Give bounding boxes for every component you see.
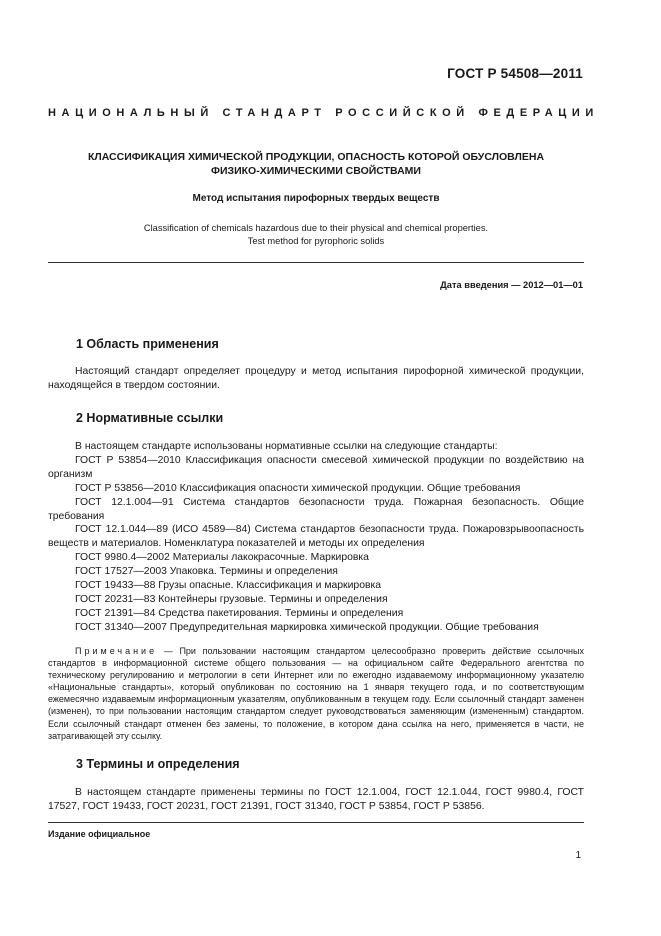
note-block [48, 645, 584, 742]
edition-label: Издание официальное [48, 829, 151, 839]
section-3-body [48, 786, 584, 814]
footer-divider [48, 822, 584, 823]
note-text: — При пользовании настоящим стандартом целесообразно проверить действие ссылочных стандартов в информационной системе общего пользования — на официальном сайте Федерального агентства по техническому регулированию и метрологии в сети Интернет или по ежегодно издаваемому информационному указателю «Национальные стандарты», который опубликован по состоянию на 1 января текущего года, и по соответствующим ежемесячно издаваемым информационным указателям, опубликованным в текущем году. Если ссылочный стандарт заменен (изменен), то при пользовании настоящим стандартом следует руководствоваться заменяющим (измененным) стандартом. Если ссылочный стандарт отменен без замены, то положение, в котором дана ссылка на него, применяется в части, не затрагивающей эту ссылку. [48, 646, 584, 741]
note-label: Примечание [75, 646, 158, 656]
section-1-text: Настоящий стандарт определяет процедуру и метод испытания пирофорной химической продукции, находящейся в твердом состоянии. [48, 366, 584, 391]
reference-item: ГОСТ 9980.4—2002 Материалы лакокрасочные. Маркировка [75, 552, 369, 564]
reference-item: ГОСТ 19433—88 Грузы опасные. Классификация и маркировка [75, 580, 382, 592]
section-2-body [48, 440, 584, 635]
reference-item: ГОСТ 17527—2003 Упаковка. Термины и определения [75, 566, 338, 578]
page-number: 1 [575, 850, 581, 861]
reference-item: ГОСТ 31340—2007 Предупредительная маркировка химической продукции. Общие требования [75, 621, 539, 633]
reference-item: ГОСТ 21391—84 Средства пакетирования. Термины и определения [75, 607, 404, 619]
section-1-heading: 1 Область применения [76, 337, 219, 351]
section-1-body [48, 365, 584, 393]
note-paragraph [48, 645, 584, 742]
section-3-heading: 3 Термины и определения [76, 757, 240, 771]
english-title-line-1: Classification of chemicals hazardous due to their physical and chemical properties. [143, 223, 489, 233]
section-2-heading: 2 Нормативные ссылки [76, 411, 224, 425]
header-divider [48, 262, 584, 263]
title-line-1: КЛАССИФИКАЦИЯ ХИМИЧЕСКОЙ ПРОДУКЦИИ, ОПАСНОСТЬ КОТОРОЙ ОБУСЛОВЛЕНА [87, 151, 545, 163]
document-subtitle: Метод испытания пирофорных твердых веществ [192, 193, 440, 204]
english-title [48, 222, 584, 248]
reference-item: ГОСТ Р 53854—2010 Классификация опасности смесевой химической продукции по воздействию на организм [48, 454, 584, 480]
section-3-text: В настоящем стандарте применены термины по ГОСТ 12.1.004, ГОСТ 12.1.044, ГОСТ 9980.4, ГОСТ 17527, ГОСТ 19433, ГОСТ 20231, ГОСТ 21391, ГОСТ 31340, ГОСТ Р 53854, ГОСТ Р 53856. [48, 787, 584, 812]
document-title [48, 150, 584, 178]
effective-date: Дата введения — 2012—01—01 [440, 280, 583, 290]
national-standard-banner: НАЦИОНАЛЬНЫЙ СТАНДАРТ РОССИЙСКОЙ ФЕДЕРАЦИИ [48, 107, 599, 119]
reference-item: ГОСТ 12.1.004—91 Система стандартов безопасности труда. Пожарная безопасность. Общие требования [48, 496, 584, 522]
reference-item: ГОСТ 20231—83 Контейнеры грузовые. Термины и определения [75, 593, 388, 605]
section-2-intro: В настоящем стандарте использованы нормативные ссылки на следующие стандарты: [75, 441, 498, 452]
title-line-2: ФИЗИКО-ХИМИЧЕСКИМИ СВОЙСТВАМИ [211, 165, 421, 177]
english-title-line-2: Test method for pyrophoric solids [247, 236, 385, 246]
reference-item: ГОСТ Р 53856—2010 Классификация опасности химической продукции. Общие требования [75, 482, 521, 494]
gost-number: ГОСТ Р 54508—2011 [447, 66, 583, 81]
reference-item: ГОСТ 12.1.044—89 (ИСО 4589—84) Система стандартов безопасности труда. Пожаровзрывоопасность веществ и материалов. Номенклатура показателей и методы их определения [48, 524, 584, 550]
